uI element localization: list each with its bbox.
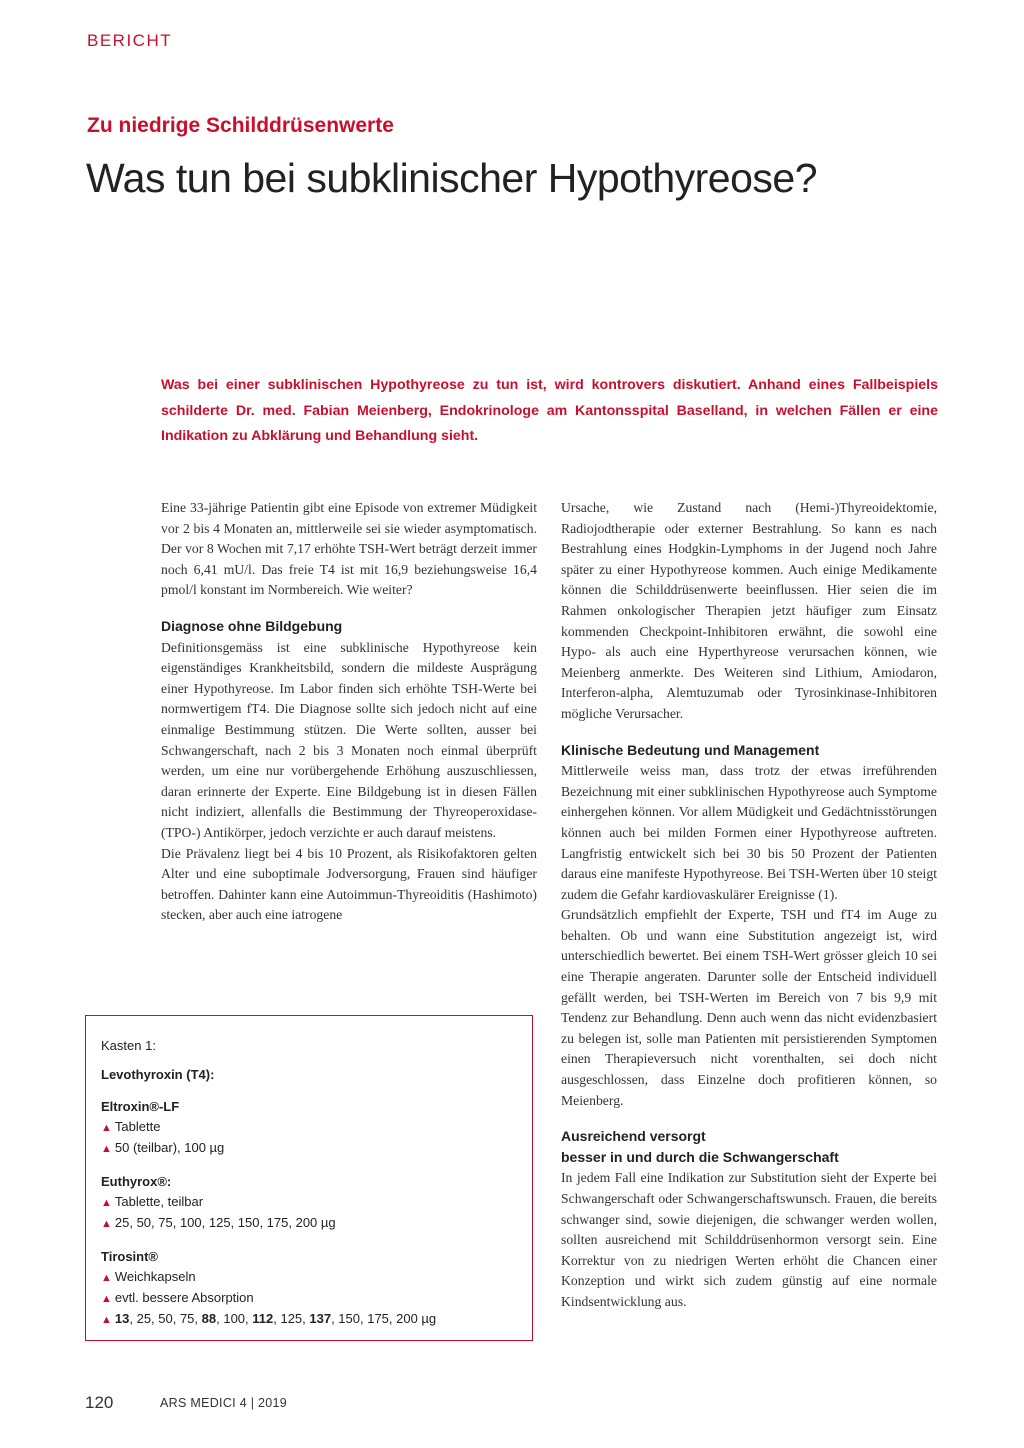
drug-entry-euthyrox bbox=[101, 1172, 516, 1234]
drug-detail bbox=[101, 1267, 516, 1288]
drug-detail-text: 25, 50, 75, 100, 125, 150, 175, 200 µg bbox=[114, 1215, 336, 1230]
dose-text: , 125, bbox=[273, 1311, 310, 1326]
dose-highlight: 13 bbox=[114, 1311, 130, 1326]
box-label: Kasten 1: bbox=[101, 1038, 156, 1053]
body-paragraph: Mittlerweile weiss man, dass trotz der etwas irreführenden Bezeichnung mit einer subklinischen Hypothyreose auch Symptome einhergehen können. Vor allem Müdigkeit und Gedächtnisstörungen können auch bei milden Formen einer Hypothyreose auftreten. Langfristig entwickelt sich bei 30 bis 50 Prozent der Patienten daraus eine manifeste Hypothyreose. Bei TSH-Werten über 10 steigt zudem die Gefahr kardiovaskulärer Ereignisse (1). bbox=[561, 763, 937, 902]
box-heading: Levothyroxin (T4): bbox=[101, 1067, 215, 1082]
dose-highlight: 88 bbox=[201, 1311, 217, 1326]
article-title: Was tun bei subklinischer Hypothyreose? bbox=[86, 155, 818, 201]
drug-entry-tirosint bbox=[101, 1247, 516, 1330]
subheading-diagnose: Diagnose ohne Bildgebung bbox=[161, 617, 343, 634]
drug-detail-doses bbox=[101, 1309, 516, 1330]
drug-detail-text: evtl. bessere Absorption bbox=[114, 1290, 254, 1305]
body-paragraph: Ursache, wie Zustand nach (Hemi-)Thyreoidektomie, Radiojodtherapie oder externer Bestrahlung. So kann es nach Bestrahlung eines Hodgkin-Lymphoms in der Jugend noch Jahre später zu einer Hypothyreose kommen. Auch einige Medikamente können die Schilddrüsenwerte beeinflussen. Hier seien die im Rahmen onkologischer Therapien jetzt häufiger zum Einsatz kommenden Checkpoint-Inhibitoren erwähnt, die sowohl eine Hypo- als auch eine Hyperthyreose verursachen können, wie Meienberg anmerkte. Des Weiteren sind Lithium, Amiodaron, Interferon-alpha, Alemtuzumab oder Tyrosinkinase-Inhibitoren mögliche Verursacher. bbox=[561, 500, 937, 721]
triangle-bullet-icon: ▲ bbox=[101, 1197, 112, 1209]
article-lead: Was bei einer subklinischen Hypothyreose zu tun ist, wird kontrovers diskutiert. Anhand eines Fallbeispiels schilderte Dr. med. Fabian Meienberg, Endokrinologe am Kantonsspital Baselland, in welchen Fällen er eine Indikation zu Abklärung und Behandlung sieht. bbox=[161, 377, 938, 444]
info-box bbox=[85, 1015, 533, 1341]
drug-detail bbox=[101, 1117, 516, 1138]
triangle-bullet-icon: ▲ bbox=[101, 1314, 112, 1326]
body-paragraph: Definitionsgemäss ist eine subklinische Hypothyreose kein eigenständiges Krankheitsbild, sondern die mildeste Ausprägung einer Hypothyreose. Im Labor finden sich erhöhte TSH-Werte bei normwertigem fT4. Die Diagnose sollte sich jedoch nicht auf eine einmalige Bestimmung stützen. Die Werte sollten, ausser bei Schwangerschaft, nach 2 bis 3 Monaten noch einmal überprüft werden, um eine nur vorübergehende Erhöhung auszuschliessen, daran erinnerte der Experte. Eine Bildgebung ist in diesen Fällen nicht indiziert, allenfalls die Bestimmung der Thyreoperoxidase-(TPO-) Antikörper, jedoch verzichte er auch darauf meistens. bbox=[161, 639, 537, 840]
drug-detail-text: Tablette, teilbar bbox=[114, 1194, 204, 1209]
article-kicker: Zu niedrige Schilddrüsenwerte bbox=[87, 114, 394, 137]
triangle-bullet-icon: ▲ bbox=[101, 1293, 112, 1305]
case-intro-paragraph: Eine 33-jährige Patientin gibt eine Episode von extremer Müdigkeit vor 2 bis 4 Monaten an, mittlerweile sei sie wieder asymptomatisch. Der vor 8 Wochen mit 7,17 erhöhte TSH-Wert beträgt derzeit immer noch 6,41 mU/l. Das freie T4 ist mit 16,9 beziehungsweise 16,4 pmol/l konstant im Normbereich. Wie weiter? bbox=[161, 500, 537, 598]
left-column bbox=[161, 498, 537, 926]
body-paragraph: In jedem Fall eine Indikation zur Substitution sieht der Experte bei Schwangerschaft oder Schwangerschaftswunsch. Frauen, die bereits schwanger sind, sowie diejenigen, die schwanger werden wollen, sollten ausreichend mit Schilddrüsenhormon versorgt sein. Eine Korrektur von zu niedrigen Werten erhöht die Chancen einer Konzeption und wirkt sich zudem günstig auf eine normale Kindsentwicklung aus. bbox=[561, 1170, 937, 1309]
dose-text: , 100, bbox=[216, 1311, 253, 1326]
drug-name: Eltroxin®-LF bbox=[101, 1099, 180, 1114]
drug-entry-eltroxin bbox=[101, 1097, 516, 1159]
dose-text: , 25, 50, 75, bbox=[129, 1311, 202, 1326]
body-paragraph: Grundsätzlich empfiehlt der Experte, TSH und fT4 im Auge zu behalten. Ob und wann eine Substitution angezeigt ist, wird unterschiedlich bewertet. Bei einem TSH-Wert grösser gleich 10 sei eine Therapie angeraten. Darunter solle der Entscheid individuell gefällt werden, bei TSH-Werten im Bereich von 7 bis 9,9 mit Tendenz zur Behandlung. Denn auch wenn das nicht evidenzbasiert zu belegen ist, solle man Patienten mit persistierenden Symptomen einen Therapieversuch nicht vorenthalten, sei doch nicht ausgeschlossen, dass Einzelne doch profitieren können, so Meienberg. bbox=[561, 907, 937, 1108]
triangle-bullet-icon: ▲ bbox=[101, 1143, 112, 1155]
drug-detail bbox=[101, 1192, 516, 1213]
drug-detail bbox=[101, 1138, 516, 1159]
drug-detail bbox=[101, 1213, 516, 1234]
drug-name: Tirosint® bbox=[101, 1249, 159, 1264]
body-paragraph: Die Prävalenz liegt bei 4 bis 10 Prozent, als Risikofaktoren gelten Alter und eine suboptimale Jodversorgung, Frauen sind häufiger betroffen. Dahinter kann eine Autoimmun-Thyreoiditis (Hashimoto) stecken, aber auch eine iatrogene bbox=[161, 845, 537, 923]
subheading-line: besser in und durch die Schwangerschaft bbox=[561, 1148, 839, 1165]
drug-name: Euthyrox®: bbox=[101, 1174, 172, 1189]
journal-issue: ARS MEDICI 4 | 2019 bbox=[160, 1396, 288, 1410]
drug-detail-text: Tablette bbox=[114, 1119, 161, 1134]
section-label: BERICHT bbox=[87, 31, 173, 50]
subheading-line: Ausreichend versorgt bbox=[561, 1128, 706, 1145]
triangle-bullet-icon: ▲ bbox=[101, 1122, 112, 1134]
dose-highlight: 137 bbox=[309, 1311, 332, 1326]
dose-highlight: 112 bbox=[252, 1311, 274, 1326]
subheading-management: Klinische Bedeutung und Management bbox=[561, 741, 820, 758]
page-number: 120 bbox=[85, 1393, 114, 1412]
drug-detail bbox=[101, 1288, 516, 1309]
drug-detail-text: Weichkapseln bbox=[114, 1269, 196, 1284]
triangle-bullet-icon: ▲ bbox=[101, 1218, 112, 1230]
subheading-schwangerschaft bbox=[561, 1126, 937, 1167]
right-column bbox=[561, 498, 937, 1313]
triangle-bullet-icon: ▲ bbox=[101, 1272, 112, 1284]
drug-detail-text: 50 (teilbar), 100 µg bbox=[114, 1140, 225, 1155]
dose-text: , 150, 175, 200 µg bbox=[331, 1311, 437, 1326]
